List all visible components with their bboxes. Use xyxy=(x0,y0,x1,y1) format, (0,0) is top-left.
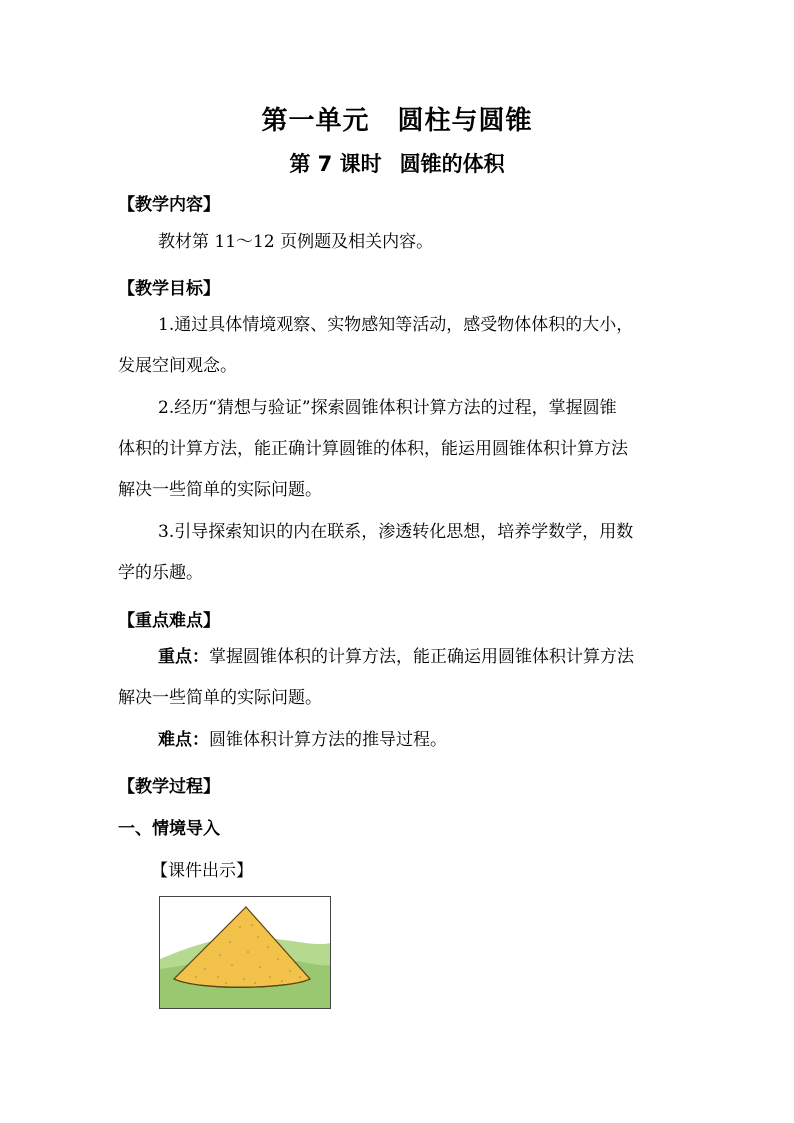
unit-title-part2: 圆柱与圆锥 xyxy=(397,106,533,136)
courseware-label: 【课件出示】 xyxy=(151,861,253,881)
key-point-label: 重点： xyxy=(158,647,209,667)
goal-3-line-2: 学的乐趣。 xyxy=(118,563,203,583)
key-point-line-2: 解决一些简单的实际问题。 xyxy=(118,688,322,708)
goal-1-line-1: 1.通过具体情境观察、实物感知等活动，感受物体体积的大小， xyxy=(158,315,634,335)
content-text-body: 教材第 11～12 页例题及相关内容。 xyxy=(158,232,434,252)
goal-2-line-1: 2.经历“猜想与验证”探索圆锥体积计算方法的过程，掌握圆锥 xyxy=(158,398,617,418)
goal-2-line-2: 体积的计算方法，能正确计算圆锥的体积，能运用圆锥体积计算方法 xyxy=(118,439,628,459)
process-heading: 【教学过程】 xyxy=(118,777,220,797)
unit-title xyxy=(0,100,794,137)
difficult-point-label: 难点： xyxy=(158,730,209,750)
goal-2-line-3: 解决一些简单的实际问题。 xyxy=(118,480,322,500)
key-point xyxy=(118,637,678,719)
lesson-number: 第 7 课时 xyxy=(289,152,382,176)
unit-title-part1: 第一单元 xyxy=(261,106,370,136)
goal-1-line-2: 发展空间观念。 xyxy=(118,356,237,376)
goals-heading: 【教学目标】 xyxy=(118,279,220,299)
difficult-point-text: 圆锥体积计算方法的推导过程。 xyxy=(209,730,447,750)
sand-pile-cone-image xyxy=(159,896,331,1009)
difficult-point xyxy=(118,720,678,761)
lesson-title xyxy=(0,148,794,178)
key-point-line-1: 掌握圆锥体积的计算方法，能正确运用圆锥体积计算方法 xyxy=(209,647,634,667)
lesson-topic: 圆锥的体积 xyxy=(399,152,505,176)
goal-3 xyxy=(118,512,678,594)
goal-3-line-1: 3.引导探索知识的内在联系，渗透转化思想，培养学数学，用数 xyxy=(158,522,634,542)
content-text xyxy=(118,222,678,263)
key-points-heading: 【重点难点】 xyxy=(118,611,220,631)
step-1-heading: 一、情境导入 xyxy=(118,819,220,839)
sand-pile-icon xyxy=(160,897,330,1008)
content-heading: 【教学内容】 xyxy=(118,195,220,215)
goal-2 xyxy=(118,388,678,511)
goal-1 xyxy=(118,305,678,387)
